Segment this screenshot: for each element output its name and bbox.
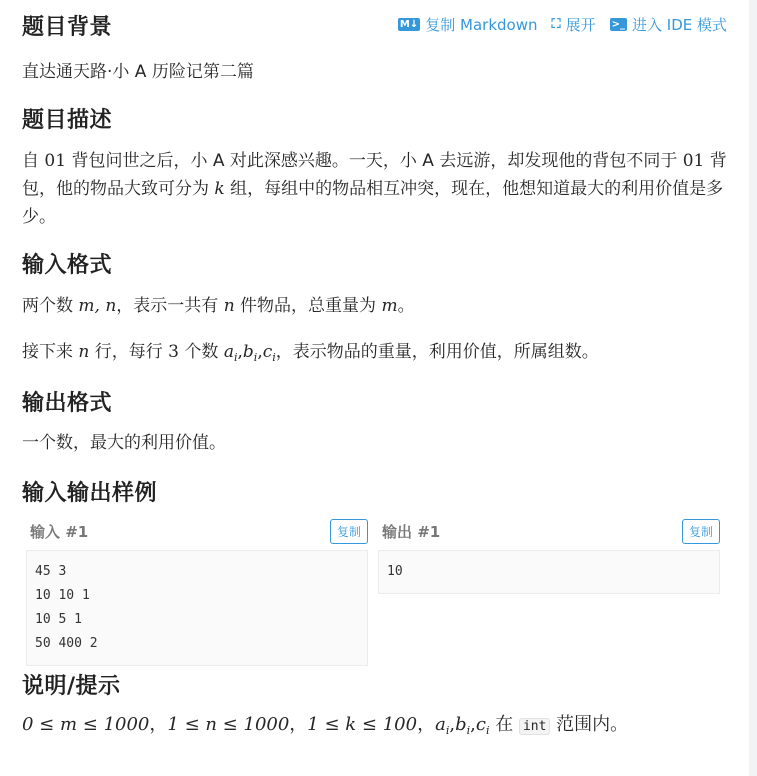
sample-input-header (26, 516, 368, 546)
terminal-icon: >_ (611, 19, 625, 30)
text-part: 行，每行 (89, 342, 169, 362)
background-header (22, 10, 727, 42)
constraint-m: 0 ≤ m ≤ 1000 (22, 714, 150, 735)
math-mn: m, n (78, 296, 117, 316)
sample-input-block (26, 516, 368, 666)
description-part: 背包问世之后，小 A 对此深感兴趣。一天，小 A 去远游，却发现他的背包不同于 (66, 151, 683, 171)
separator: ， (149, 714, 168, 735)
constraint-k: 1 ≤ k ≤ 100 (307, 714, 418, 735)
text-part: ，表示物品的重量，利用价值，所属组数。 (275, 342, 599, 362)
description-part: 自 (22, 151, 45, 171)
description-part: 组，每组中的物品相互冲突，现在，他想知道最大的利用价值是多少。 (22, 179, 724, 227)
sample-output: 10 (378, 550, 720, 594)
copy-markdown-label: 复制 Markdown (425, 16, 538, 34)
text-part: 。 (397, 296, 415, 316)
output-format-title: 输出格式 (22, 391, 113, 416)
text-part: 在 (489, 714, 519, 735)
sample-output-header (378, 516, 720, 546)
scrollbar-track[interactable] (749, 0, 757, 776)
description-part: 背包，他的物品大致可分为 (22, 151, 727, 199)
markdown-icon: M↓ (399, 19, 419, 30)
input-format-title: 输入格式 (22, 253, 113, 278)
input-format-line1 (22, 292, 727, 320)
description-title: 题目描述 (22, 108, 113, 133)
text-part: 件物品，总重量为 (234, 296, 382, 316)
text-part: ，表示一共有 (116, 296, 224, 316)
copy-input-button[interactable]: 复制 (330, 519, 368, 544)
description-text (22, 147, 727, 231)
sample-input-label: 输入 #1 (30, 523, 89, 541)
copy-markdown-button[interactable] (398, 14, 538, 35)
copy-output-button[interactable]: 复制 (682, 519, 720, 544)
output-format-text: 一个数，最大的利用价值。 (22, 433, 226, 453)
background-text: 直达通天路·小 A 历险记第二篇 (22, 62, 254, 82)
input-format-line2 (22, 338, 727, 372)
inline-code: int (519, 718, 550, 735)
math-01: 01 (682, 151, 705, 171)
toolbar (398, 14, 727, 35)
text-part: 两个数 (22, 296, 79, 316)
text-part: 范围内。 (550, 714, 629, 735)
sample-input: 45 3 10 10 1 10 5 1 50 400 2 (26, 550, 368, 666)
expand-label: 展开 (565, 16, 596, 34)
math-abc: $a_i,b_i,c_i$ (223, 342, 276, 364)
math-abc: $a_i,b_i,c_i$ (435, 714, 490, 737)
expand-icon: ⛶ (551, 17, 561, 32)
ide-mode-button[interactable] (610, 14, 727, 35)
ide-mode-label: 进入 IDE 模式 (632, 16, 727, 34)
separator: ， (417, 714, 436, 735)
hint-title: 说明/提示 (22, 674, 121, 699)
sample-output-block (378, 516, 720, 594)
expand-button[interactable] (551, 14, 595, 35)
math-01: 01 (44, 151, 67, 171)
background-title: 题目背景 (22, 15, 113, 40)
hint-text (22, 711, 727, 745)
math-m: m (381, 296, 398, 316)
math-3: 3 (168, 342, 179, 362)
separator: ， (289, 714, 308, 735)
math-k: k (214, 179, 225, 199)
text-part: 个数 (179, 342, 224, 362)
text-part: 接下来 (22, 342, 79, 362)
samples-title: 输入输出样例 (22, 481, 158, 506)
math-n: n (223, 296, 235, 316)
constraint-n: 1 ≤ n ≤ 1000 (167, 714, 290, 735)
sample-output-label: 输出 #1 (382, 523, 441, 541)
math-n: n (78, 342, 90, 362)
